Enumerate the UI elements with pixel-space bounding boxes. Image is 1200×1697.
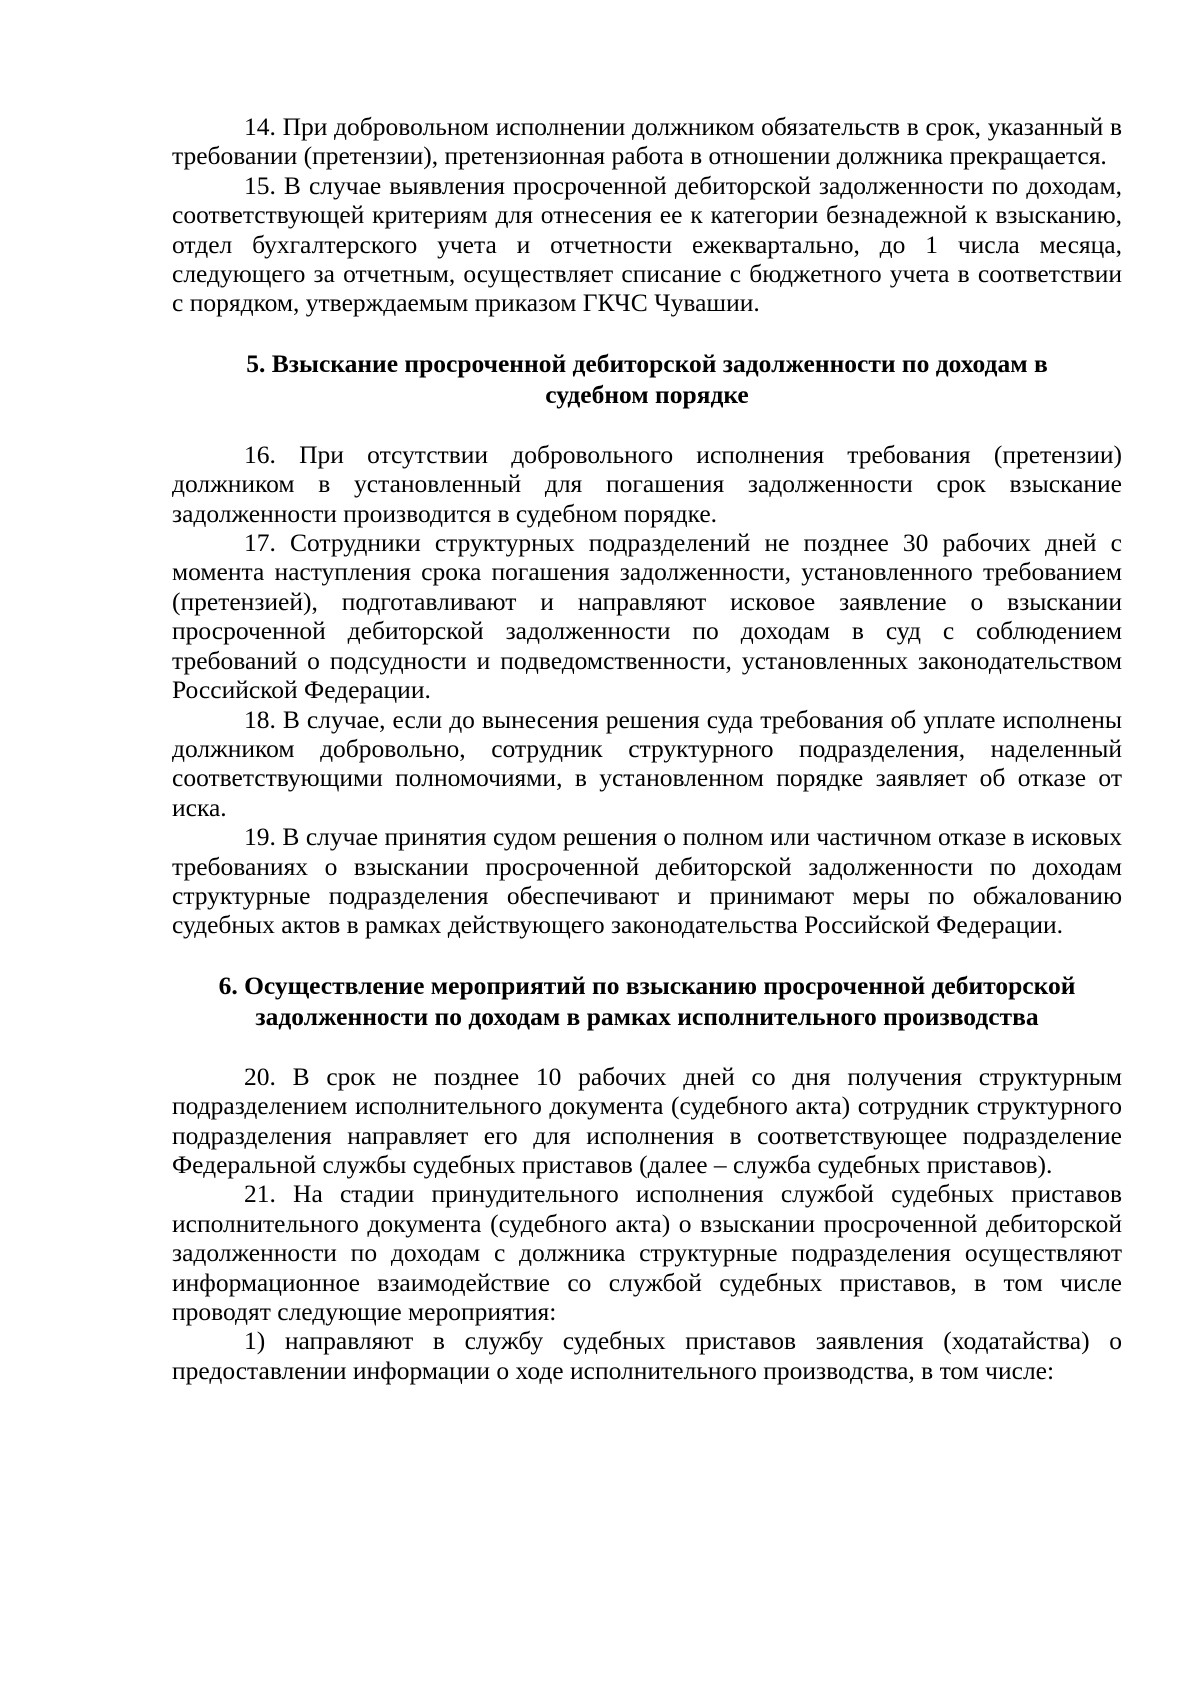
paragraph-21-item-1: 1) направляют в службу судебных приставов заявления (ходатайства) о предоставлении информации о ходе исполнительного производства, в том числе:	[172, 1326, 1122, 1385]
paragraph-17: 17. Сотрудники структурных подразделений не позднее 30 рабочих дней с момента наступления срока погашения задолженности, установленного требованием (претензией), подготавливают и направляют исковое заявление о взыскании просроченной дебиторской задолженности по доходам в суд с соблюдением требований о подсудности и подведомственности, установленных законодательством Российской Федерации.	[172, 528, 1122, 705]
paragraph-15: 15. В случае выявления просроченной дебиторской задолженности по доходам, соответствующей критериям для отнесения ее к категории безнадежной к взысканию, отдел бухгалтерского учета и отчетности ежеквартально, до 1 числа месяца, следующего за отчетным, осуществляет списание с бюджетного учета в соответствии с порядком, утверждаемым приказом ГКЧС Чувашии.	[172, 170, 1122, 318]
section-6-heading-line1: 6. Осуществление мероприятий по взысканию просроченной дебиторской	[218, 970, 1076, 1000]
paragraph-18: 18. В случае, если до вынесения решения суда требования об уплате исполнены должником добровольно, сотрудник структурного подразделения, наделенный соответствующими полномочиями, в установленном порядке заявляет об отказе от иска.	[172, 704, 1122, 822]
paragraph-20: 20. В срок не позднее 10 рабочих дней со дня получения структурным подразделением исполнительного документа (судебного акта) сотрудник структурного подразделения направляет его для исполнения в соответствующее подразделение Федеральной службы судебных приставов (далее – служба судебных приставов).	[172, 1061, 1122, 1179]
paragraph-14: 14. При добровольном исполнении должником обязательств в срок, указанный в требовании (претензии), претензионная работа в отношении должника прекращается.	[172, 112, 1122, 171]
document-page	[172, 112, 1122, 1385]
paragraph-16: 16. При отсутствии добровольного исполнения требования (претензии) должником в установленный для погашения задолженности срок взыскание задолженности производится в судебном порядке.	[172, 439, 1122, 528]
paragraph-21: 21. На стадии принудительного исполнения службой судебных приставов исполнительного документа (судебного акта) о взыскании просроченной дебиторской задолженности по доходам с должника структурные подразделения осуществляют информационное взаимодействие со службой судебных приставов, в том числе проводят следующие мероприятия:	[172, 1179, 1122, 1326]
section-5-heading-line1: 5. Взыскание просроченной дебиторской задолженности по доходам в	[246, 348, 1048, 378]
paragraph-19: 19. В случае принятия судом решения о полном или частичном отказе в исковых требованиях о взыскании просроченной дебиторской задолженности по доходам структурные подразделения обеспечивают и принимают меры по обжалованию судебных актов в рамках действующего законодательства Российской Федерации.	[172, 822, 1122, 940]
section-6-heading	[172, 970, 1122, 1032]
section-5-heading	[172, 348, 1122, 410]
section-5-heading-line2: судебном порядке	[545, 379, 749, 409]
section-6-heading-line2: задолженности по доходам в рамках исполнительного производства	[255, 1001, 1039, 1031]
